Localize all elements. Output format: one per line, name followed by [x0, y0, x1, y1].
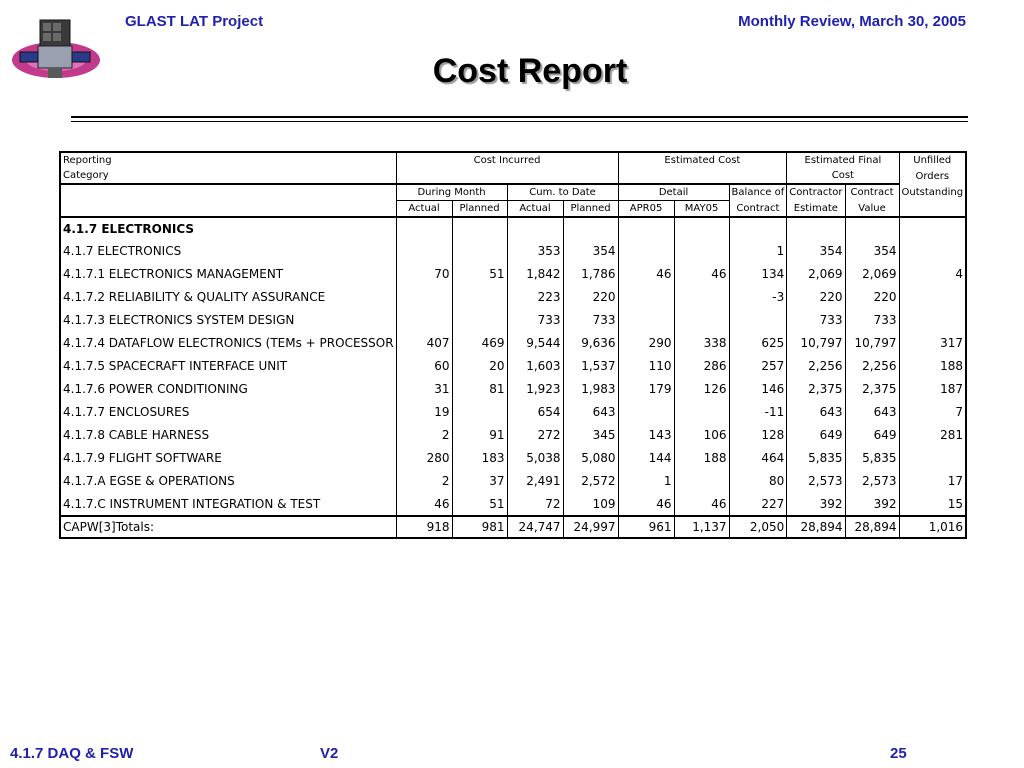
cell-apr05: 290: [618, 331, 674, 354]
cell-contractor-estimate: 2,375: [787, 377, 845, 400]
table-row: [60, 492, 966, 516]
cell-balance: 2,050: [729, 516, 787, 538]
cost-report-table: [59, 151, 967, 539]
cell-dm-planned: 37: [452, 469, 507, 492]
cell-contract-value: 2,573: [845, 469, 899, 492]
cell-dm-actual: [396, 308, 452, 331]
footer-section: 4.1.7 DAQ & FSW: [10, 745, 134, 762]
header-during-month: During Month: [396, 184, 507, 201]
cell-may05: 46: [674, 262, 729, 285]
cell-category: 4.1.7.A EGSE & OPERATIONS: [63, 473, 235, 488]
cell-dm-planned: 81: [452, 377, 507, 400]
cell-contract-value: 5,835: [845, 446, 899, 469]
table-row: [60, 446, 966, 469]
cell-may05: 106: [674, 423, 729, 446]
cell-contractor-estimate: 354: [787, 239, 845, 262]
header-category: Category: [60, 168, 396, 184]
cell-balance: -11: [729, 400, 787, 423]
cell-dm-actual: 19: [396, 400, 452, 423]
cell-dm-actual: 31: [396, 377, 452, 400]
cell-apr05: [618, 239, 674, 262]
cell-balance: 80: [729, 469, 787, 492]
cell-cum-planned: 220: [563, 285, 618, 308]
cell-apr05: 1: [618, 469, 674, 492]
cell-dm-planned: 981: [452, 516, 507, 538]
cell-balance: 464: [729, 446, 787, 469]
cell-cum-planned: 109: [563, 492, 618, 516]
cell-may05: 338: [674, 331, 729, 354]
table-row: [60, 354, 966, 377]
project-title: GLAST LAT Project: [125, 13, 264, 30]
header-cum-to-date: Cum. to Date: [507, 184, 618, 201]
cell-apr05: 110: [618, 354, 674, 377]
cell-cum-actual: 733: [507, 308, 563, 331]
cell-contract-value: 28,894: [845, 516, 899, 538]
header-actual-cum: Actual: [507, 201, 563, 218]
cell-apr05: 961: [618, 516, 674, 538]
header-planned-cum: Planned: [563, 201, 618, 218]
cell-dm-planned: 91: [452, 423, 507, 446]
cell-dm-actual: 280: [396, 446, 452, 469]
cell-dm-planned: 51: [452, 492, 507, 516]
cell-category: 4.1.7 ELECTRONICS: [63, 243, 182, 258]
table-row: [60, 262, 966, 285]
cell-cum-actual: 1,603: [507, 354, 563, 377]
cell-cum-actual: 272: [507, 423, 563, 446]
cell-cum-actual: 5,038: [507, 446, 563, 469]
cell-may05: 286: [674, 354, 729, 377]
cell-contractor-estimate: 10,797: [787, 331, 845, 354]
cell-contract-value: 2,256: [845, 354, 899, 377]
header-cost: Cost: [787, 168, 899, 184]
cell-dm-planned: [452, 308, 507, 331]
header-reporting: Reporting: [63, 155, 112, 166]
footer-version: V2: [320, 745, 339, 762]
cell-unfilled: [899, 446, 966, 469]
cell-unfilled: 187: [899, 377, 966, 400]
cell-cum-planned: 345: [563, 423, 618, 446]
cell-contractor-estimate: 5,835: [787, 446, 845, 469]
cell-dm-actual: 2: [396, 469, 452, 492]
header-unfilled: Unfilled: [899, 152, 966, 168]
cell-unfilled: 15: [899, 492, 966, 516]
table-row: [60, 308, 966, 331]
header-planned-month: Planned: [452, 201, 507, 218]
cell-may05: [674, 400, 729, 423]
table-row: [60, 400, 966, 423]
cell-balance: 128: [729, 423, 787, 446]
header-contractor: Contractor: [787, 184, 845, 201]
cell-contractor-estimate: 220: [787, 285, 845, 308]
cell-unfilled: [899, 285, 966, 308]
cell-category: 4.1.7.2 RELIABILITY & QUALITY ASSURANCE: [63, 289, 326, 304]
cell-unfilled: 281: [899, 423, 966, 446]
cell-dm-actual: 70: [396, 262, 452, 285]
page-number: 25: [890, 745, 907, 762]
cell-apr05: 179: [618, 377, 674, 400]
cell-cum-planned: 643: [563, 400, 618, 423]
header-actual-month: Actual: [396, 201, 452, 218]
cell-cum-actual: 223: [507, 285, 563, 308]
cell-cum-actual: 24,747: [507, 516, 563, 538]
cell-contract-value: 354: [845, 239, 899, 262]
page-title: Cost Report: [432, 52, 628, 90]
cell-dm-actual: 2: [396, 423, 452, 446]
header-outstanding: Outstanding: [899, 184, 966, 201]
cell-cum-actual: 1,923: [507, 377, 563, 400]
table-row: [60, 285, 966, 308]
cell-dm-planned: 51: [452, 262, 507, 285]
cell-dm-planned: [452, 239, 507, 262]
cell-dm-actual: [396, 285, 452, 308]
cell-cum-actual: 654: [507, 400, 563, 423]
header-detail: Detail: [618, 184, 729, 201]
table-row: [60, 239, 966, 262]
cell-contractor-estimate: 2,256: [787, 354, 845, 377]
cell-unfilled: 17: [899, 469, 966, 492]
cell-dm-actual: 60: [396, 354, 452, 377]
cell-balance: 146: [729, 377, 787, 400]
cell-category: 4.1.7.8 CABLE HARNESS: [63, 427, 210, 442]
table-row: [60, 377, 966, 400]
cell-contract-value: 649: [845, 423, 899, 446]
header-cost-incurred: Cost Incurred: [396, 152, 618, 168]
header-orders: Orders: [899, 168, 966, 184]
cell-category: 4.1.7.1 ELECTRONICS MANAGEMENT: [63, 266, 284, 281]
cell-unfilled: 1,016: [899, 516, 966, 538]
cell-category: 4.1.7.3 ELECTRONICS SYSTEM DESIGN: [63, 312, 295, 327]
cell-contractor-estimate: 2,069: [787, 262, 845, 285]
cell-dm-actual: 407: [396, 331, 452, 354]
header-estimated-final: Estimated Final: [787, 152, 899, 168]
header-balance-of: Balance of: [729, 184, 787, 201]
cell-cum-actual: 353: [507, 239, 563, 262]
review-date: Monthly Review, March 30, 2005: [738, 13, 966, 30]
header-may05: MAY05: [674, 201, 729, 218]
cell-category: 4.1.7.4 DATAFLOW ELECTRONICS (TEMs + PROCESSOR: [63, 335, 394, 350]
cell-apr05: [618, 308, 674, 331]
cell-contract-value: 2,069: [845, 262, 899, 285]
cell-balance: -3: [729, 285, 787, 308]
cell-dm-planned: 20: [452, 354, 507, 377]
cell-cum-actual: 1,842: [507, 262, 563, 285]
cell-contract-value: 2,375: [845, 377, 899, 400]
header-apr05: APR05: [618, 201, 674, 218]
cell-may05: [674, 469, 729, 492]
cell-apr05: 46: [618, 492, 674, 516]
cell-may05: 126: [674, 377, 729, 400]
header-estimated-cost: Estimated Cost: [618, 152, 787, 168]
cell-apr05: [618, 285, 674, 308]
cell-dm-planned: [452, 400, 507, 423]
table-row: [60, 331, 966, 354]
cell-apr05: 46: [618, 262, 674, 285]
cell-balance: 625: [729, 331, 787, 354]
totals-label: CAPW[3]Totals:: [60, 516, 396, 538]
cell-may05: 1,137: [674, 516, 729, 538]
table-row: [60, 423, 966, 446]
cell-contractor-estimate: 733: [787, 308, 845, 331]
cell-cum-actual: 72: [507, 492, 563, 516]
cell-category: 4.1.7.C INSTRUMENT INTEGRATION & TEST: [63, 496, 321, 511]
cell-cum-planned: 733: [563, 308, 618, 331]
cell-dm-actual: [396, 239, 452, 262]
cell-cum-planned: 5,080: [563, 446, 618, 469]
cell-cum-planned: 24,997: [563, 516, 618, 538]
cell-contractor-estimate: 28,894: [787, 516, 845, 538]
section-title: 4.1.7 ELECTRONICS: [63, 221, 194, 236]
cell-dm-actual: 46: [396, 492, 452, 516]
cell-may05: 188: [674, 446, 729, 469]
cell-dm-planned: 469: [452, 331, 507, 354]
cell-dm-planned: [452, 285, 507, 308]
cell-cum-actual: 9,544: [507, 331, 563, 354]
cell-unfilled: 4: [899, 262, 966, 285]
cell-category: 4.1.7.7 ENCLOSURES: [63, 404, 190, 419]
cell-contract-value: 733: [845, 308, 899, 331]
title-divider: [71, 116, 968, 118]
cell-unfilled: [899, 239, 966, 262]
cell-unfilled: [899, 308, 966, 331]
cell-contract-value: 10,797: [845, 331, 899, 354]
cell-contractor-estimate: 392: [787, 492, 845, 516]
cell-unfilled: 7: [899, 400, 966, 423]
header-contract: Contract: [845, 184, 899, 201]
cell-cum-planned: 1,983: [563, 377, 618, 400]
cell-contract-value: 643: [845, 400, 899, 423]
cell-balance: [729, 308, 787, 331]
cell-may05: [674, 308, 729, 331]
cell-category: 4.1.7.5 SPACECRAFT INTERFACE UNIT: [63, 358, 288, 373]
cell-balance: 134: [729, 262, 787, 285]
totals-row: [60, 516, 966, 538]
cell-cum-planned: 2,572: [563, 469, 618, 492]
cell-category: 4.1.7.6 POWER CONDITIONING: [63, 381, 248, 396]
header-value: Value: [845, 201, 899, 218]
cell-apr05: 144: [618, 446, 674, 469]
cell-contract-value: 392: [845, 492, 899, 516]
cell-balance: 1: [729, 239, 787, 262]
cell-cum-planned: 9,636: [563, 331, 618, 354]
cell-apr05: [618, 400, 674, 423]
header-estimate: Estimate: [787, 201, 845, 218]
cell-unfilled: 317: [899, 331, 966, 354]
cell-cum-planned: 1,537: [563, 354, 618, 377]
header-balance-contract: Contract: [729, 201, 787, 218]
cell-contractor-estimate: 649: [787, 423, 845, 446]
cell-cum-planned: 1,786: [563, 262, 618, 285]
cell-may05: 46: [674, 492, 729, 516]
cell-cum-planned: 354: [563, 239, 618, 262]
cell-dm-planned: 183: [452, 446, 507, 469]
cell-contractor-estimate: 2,573: [787, 469, 845, 492]
cell-unfilled: 188: [899, 354, 966, 377]
title-divider-thin: [71, 121, 968, 122]
cell-contractor-estimate: 643: [787, 400, 845, 423]
cell-may05: [674, 285, 729, 308]
cell-category: 4.1.7.9 FLIGHT SOFTWARE: [63, 450, 222, 465]
cell-cum-actual: 2,491: [507, 469, 563, 492]
cell-contract-value: 220: [845, 285, 899, 308]
table-row: [60, 469, 966, 492]
cell-balance: 257: [729, 354, 787, 377]
cell-balance: 227: [729, 492, 787, 516]
cell-apr05: 143: [618, 423, 674, 446]
cell-dm-actual: 918: [396, 516, 452, 538]
cell-may05: [674, 239, 729, 262]
